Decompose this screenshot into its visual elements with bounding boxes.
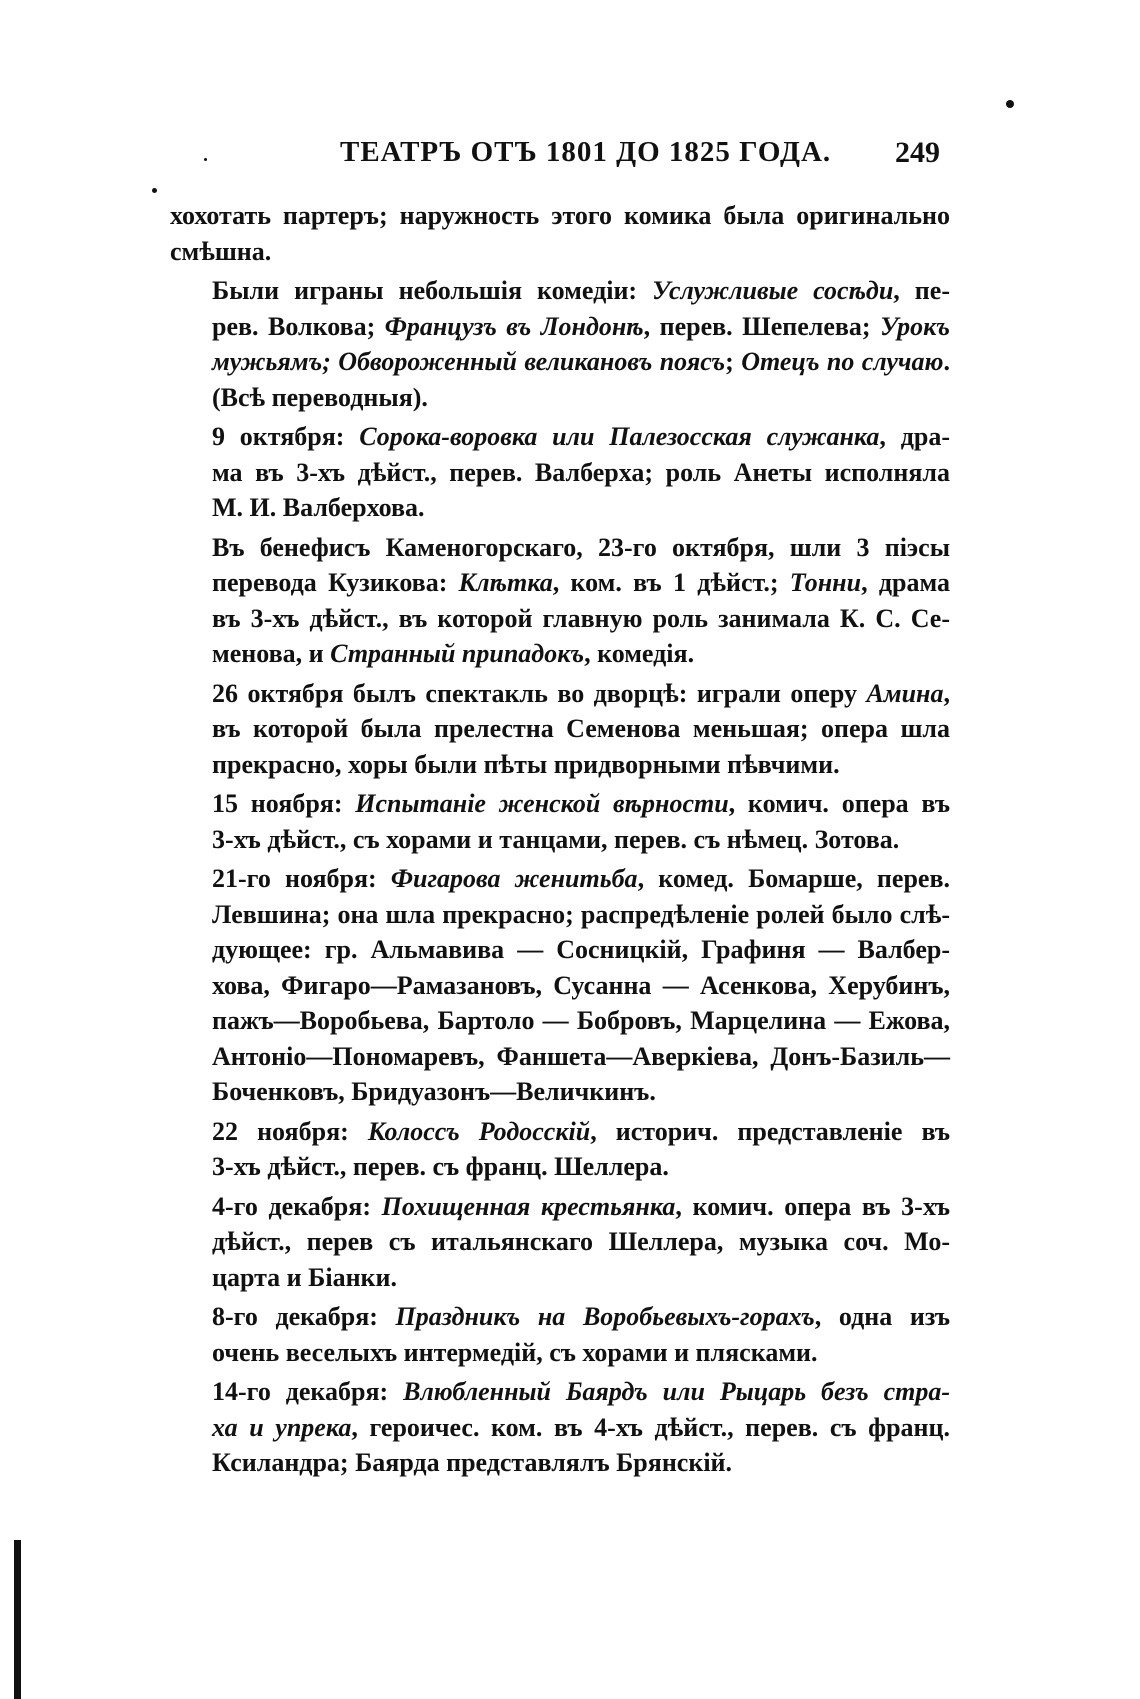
text-line <box>170 344 950 380</box>
text-line <box>170 822 950 858</box>
italic-title-run: Влюбленный Баярдъ или Рыцарь безъ стра- <box>403 1377 951 1406</box>
italic-title-run: Странный припадокъ <box>330 639 585 668</box>
print-speck <box>1006 100 1014 108</box>
text-run: , перев. Шепелева; <box>643 311 881 341</box>
text-run: , историч. представленіе въ <box>590 1116 950 1146</box>
text-run: Были играны небольшія комедіи: <box>212 276 653 305</box>
print-speck <box>204 158 207 161</box>
text-line <box>170 234 950 270</box>
text-run: въ 3-хъ дѣйст., въ которой главную роль занимала К. С. Се- <box>212 603 950 633</box>
italic-title-run: Фигарова женитьба <box>390 864 638 893</box>
text-line <box>170 198 950 234</box>
text-line <box>170 786 950 822</box>
text-run: 3-хъ дѣйст., съ хорами и танцами, перев. съ нѣмец. Зотова. <box>212 824 900 854</box>
paragraph <box>170 676 950 783</box>
text-run: дѣйст., перев съ итальянскаго Шеллера, музыка соч. Мо- <box>212 1227 950 1256</box>
paragraph <box>170 1299 950 1370</box>
text-run: хова, Фигаро—Рамазановъ, Сусанна — Асенкова, Херубинъ, <box>212 970 950 1000</box>
text-line <box>170 711 950 747</box>
text-line <box>170 1410 950 1446</box>
italic-title-run: Урокъ <box>880 311 950 341</box>
text-run: , героичес. ком. въ 4-хъ дѣйст., перев. съ франц. <box>351 1412 951 1442</box>
text-line <box>170 1260 950 1296</box>
text-run: , пе- <box>893 276 950 305</box>
text-line <box>170 1189 950 1225</box>
text-run: , комедія. <box>584 639 695 668</box>
text-run: перевода Кузикова: <box>212 568 459 597</box>
italic-title-run: мужьямъ; Обвороженный великановъ поясъ <box>212 347 726 376</box>
text-run: Левшина; она шла прекрасно; распредѣленіе ролей было слѣ- <box>212 899 950 929</box>
text-run: 3-хъ дѣйст., перев. съ франц. Шеллера. <box>212 1152 669 1181</box>
text-run: 14-го декабря: <box>212 1377 404 1406</box>
text-run: , дра- <box>879 422 950 451</box>
paragraph <box>170 273 950 415</box>
text-run: смѣшна. <box>170 236 272 266</box>
text-run: , комич. опера въ <box>728 789 950 818</box>
italic-title-run: Услужливые сосѣди <box>652 276 894 305</box>
italic-title-run: Французъ въ Лондонѣ <box>384 311 644 341</box>
text-run: хохотать партеръ; наружность этого комика была оригинально <box>170 201 950 230</box>
text-line <box>170 1299 950 1335</box>
italic-title-run: Похищенная крестьянка <box>381 1191 676 1221</box>
text-run: въ которой была прелестна Семенова меньшая; опера шла <box>212 714 950 743</box>
text-line <box>170 419 950 455</box>
text-run: 21-го ноября: <box>212 864 391 893</box>
text-line <box>170 747 950 783</box>
text-run: . <box>943 347 950 376</box>
text-line <box>170 380 950 416</box>
text-run: Боченковъ, Бридуазонъ—Величкинъ. <box>212 1077 656 1106</box>
text-line <box>170 1445 950 1481</box>
text-run: Ксиландра; Баярда представлялъ Брянскій. <box>212 1448 733 1477</box>
text-line <box>170 932 950 968</box>
paragraph <box>170 530 950 672</box>
text-run: дующее: гр. Альмавива — Сосницкій, Графиня — Валбер- <box>212 935 950 964</box>
text-run: 22 ноября: <box>212 1116 368 1146</box>
text-run: царта и Біанки. <box>212 1262 398 1292</box>
text-line <box>170 530 950 566</box>
text-run: 9 октября: <box>212 422 360 451</box>
text-run: , <box>943 678 950 708</box>
text-line <box>170 1374 950 1410</box>
text-line <box>170 455 950 491</box>
text-line <box>170 897 950 933</box>
text-run: , драма <box>861 568 950 597</box>
text-run: прекрасно, хоры были пѣты придворными пѣвчими. <box>212 749 840 779</box>
running-title: ТЕАТРЪ ОТЪ 1801 ДО 1825 ГОДА. <box>340 136 832 168</box>
text-run: , одна изъ <box>814 1302 950 1331</box>
paragraph <box>170 198 950 269</box>
paragraph <box>170 1374 950 1481</box>
text-line <box>170 601 950 637</box>
italic-title-run: Тонни <box>789 568 862 597</box>
text-run: ; <box>725 347 742 376</box>
text-line <box>170 968 950 1004</box>
text-run: , комич. опера въ 3-хъ <box>675 1191 950 1221</box>
text-run: рев. Волкова; <box>212 311 385 341</box>
print-speck <box>152 188 157 193</box>
text-line <box>170 676 950 712</box>
text-line <box>170 1114 950 1150</box>
text-run: ма въ 3-хъ дѣйст., перев. Валберха; роль Анеты исполняла <box>212 457 950 487</box>
text-line <box>170 1224 950 1260</box>
italic-title-run: Праздникъ на Воробьевыхъ-горахъ <box>395 1302 815 1331</box>
text-run: пажъ—Воробьева, Бартоло — Бобровъ, Марцелина — Ежова, <box>212 1006 950 1035</box>
page-body-text <box>170 198 950 1485</box>
text-line <box>170 1074 950 1110</box>
paragraph <box>170 861 950 1110</box>
text-run: 26 октября былъ спектакль во дворцѣ: играли оперу <box>212 678 867 708</box>
italic-title-run: Клѣтка <box>458 568 553 597</box>
text-line <box>170 1335 950 1371</box>
text-line <box>170 861 950 897</box>
italic-title-run: Колоссъ Родосскій <box>367 1116 591 1146</box>
text-run: М. И. Валберхова. <box>212 493 425 522</box>
page-number: 249 <box>895 136 940 169</box>
text-line <box>170 1039 950 1075</box>
italic-title-run: Сорока-воровка или Палезосская служанка <box>359 422 880 451</box>
italic-title-run: Отецъ по случаю <box>741 347 944 376</box>
text-run: , ком. въ 1 дѣйст.; <box>552 568 790 597</box>
text-run: , комед. Бомарше, перев. <box>637 864 950 893</box>
text-run: очень веселыхъ интермедій, съ хорами и плясками. <box>212 1337 818 1367</box>
paragraph <box>170 1114 950 1185</box>
text-run: 8-го декабря: <box>212 1302 396 1331</box>
text-line <box>170 273 950 309</box>
italic-title-run: ха и упрека <box>212 1412 352 1442</box>
running-header <box>170 136 970 176</box>
text-run: Въ бенефисъ Каменогорскаго, 23-го октября, шли 3 піэсы <box>212 532 950 562</box>
paragraph <box>170 1189 950 1296</box>
text-line <box>170 309 950 345</box>
text-line <box>170 1149 950 1185</box>
text-run: менова, и <box>212 639 331 668</box>
text-run: Антоніо—Пономаревъ, Фаншета—Аверкіева, Донъ-Базиль— <box>212 1041 950 1071</box>
text-line <box>170 490 950 526</box>
text-run: (Всѣ переводныя). <box>212 382 428 412</box>
paragraph <box>170 786 950 857</box>
italic-title-run: Испытаніе женской вѣрности <box>355 789 729 818</box>
italic-title-run: Амина <box>866 678 944 708</box>
text-line <box>170 1003 950 1039</box>
text-run: 4-го декабря: <box>212 1191 382 1221</box>
scan-margin-mark <box>14 1540 21 1699</box>
text-line <box>170 636 950 672</box>
text-run: 15 ноября: <box>212 789 356 818</box>
text-line <box>170 565 950 601</box>
paragraph <box>170 419 950 526</box>
